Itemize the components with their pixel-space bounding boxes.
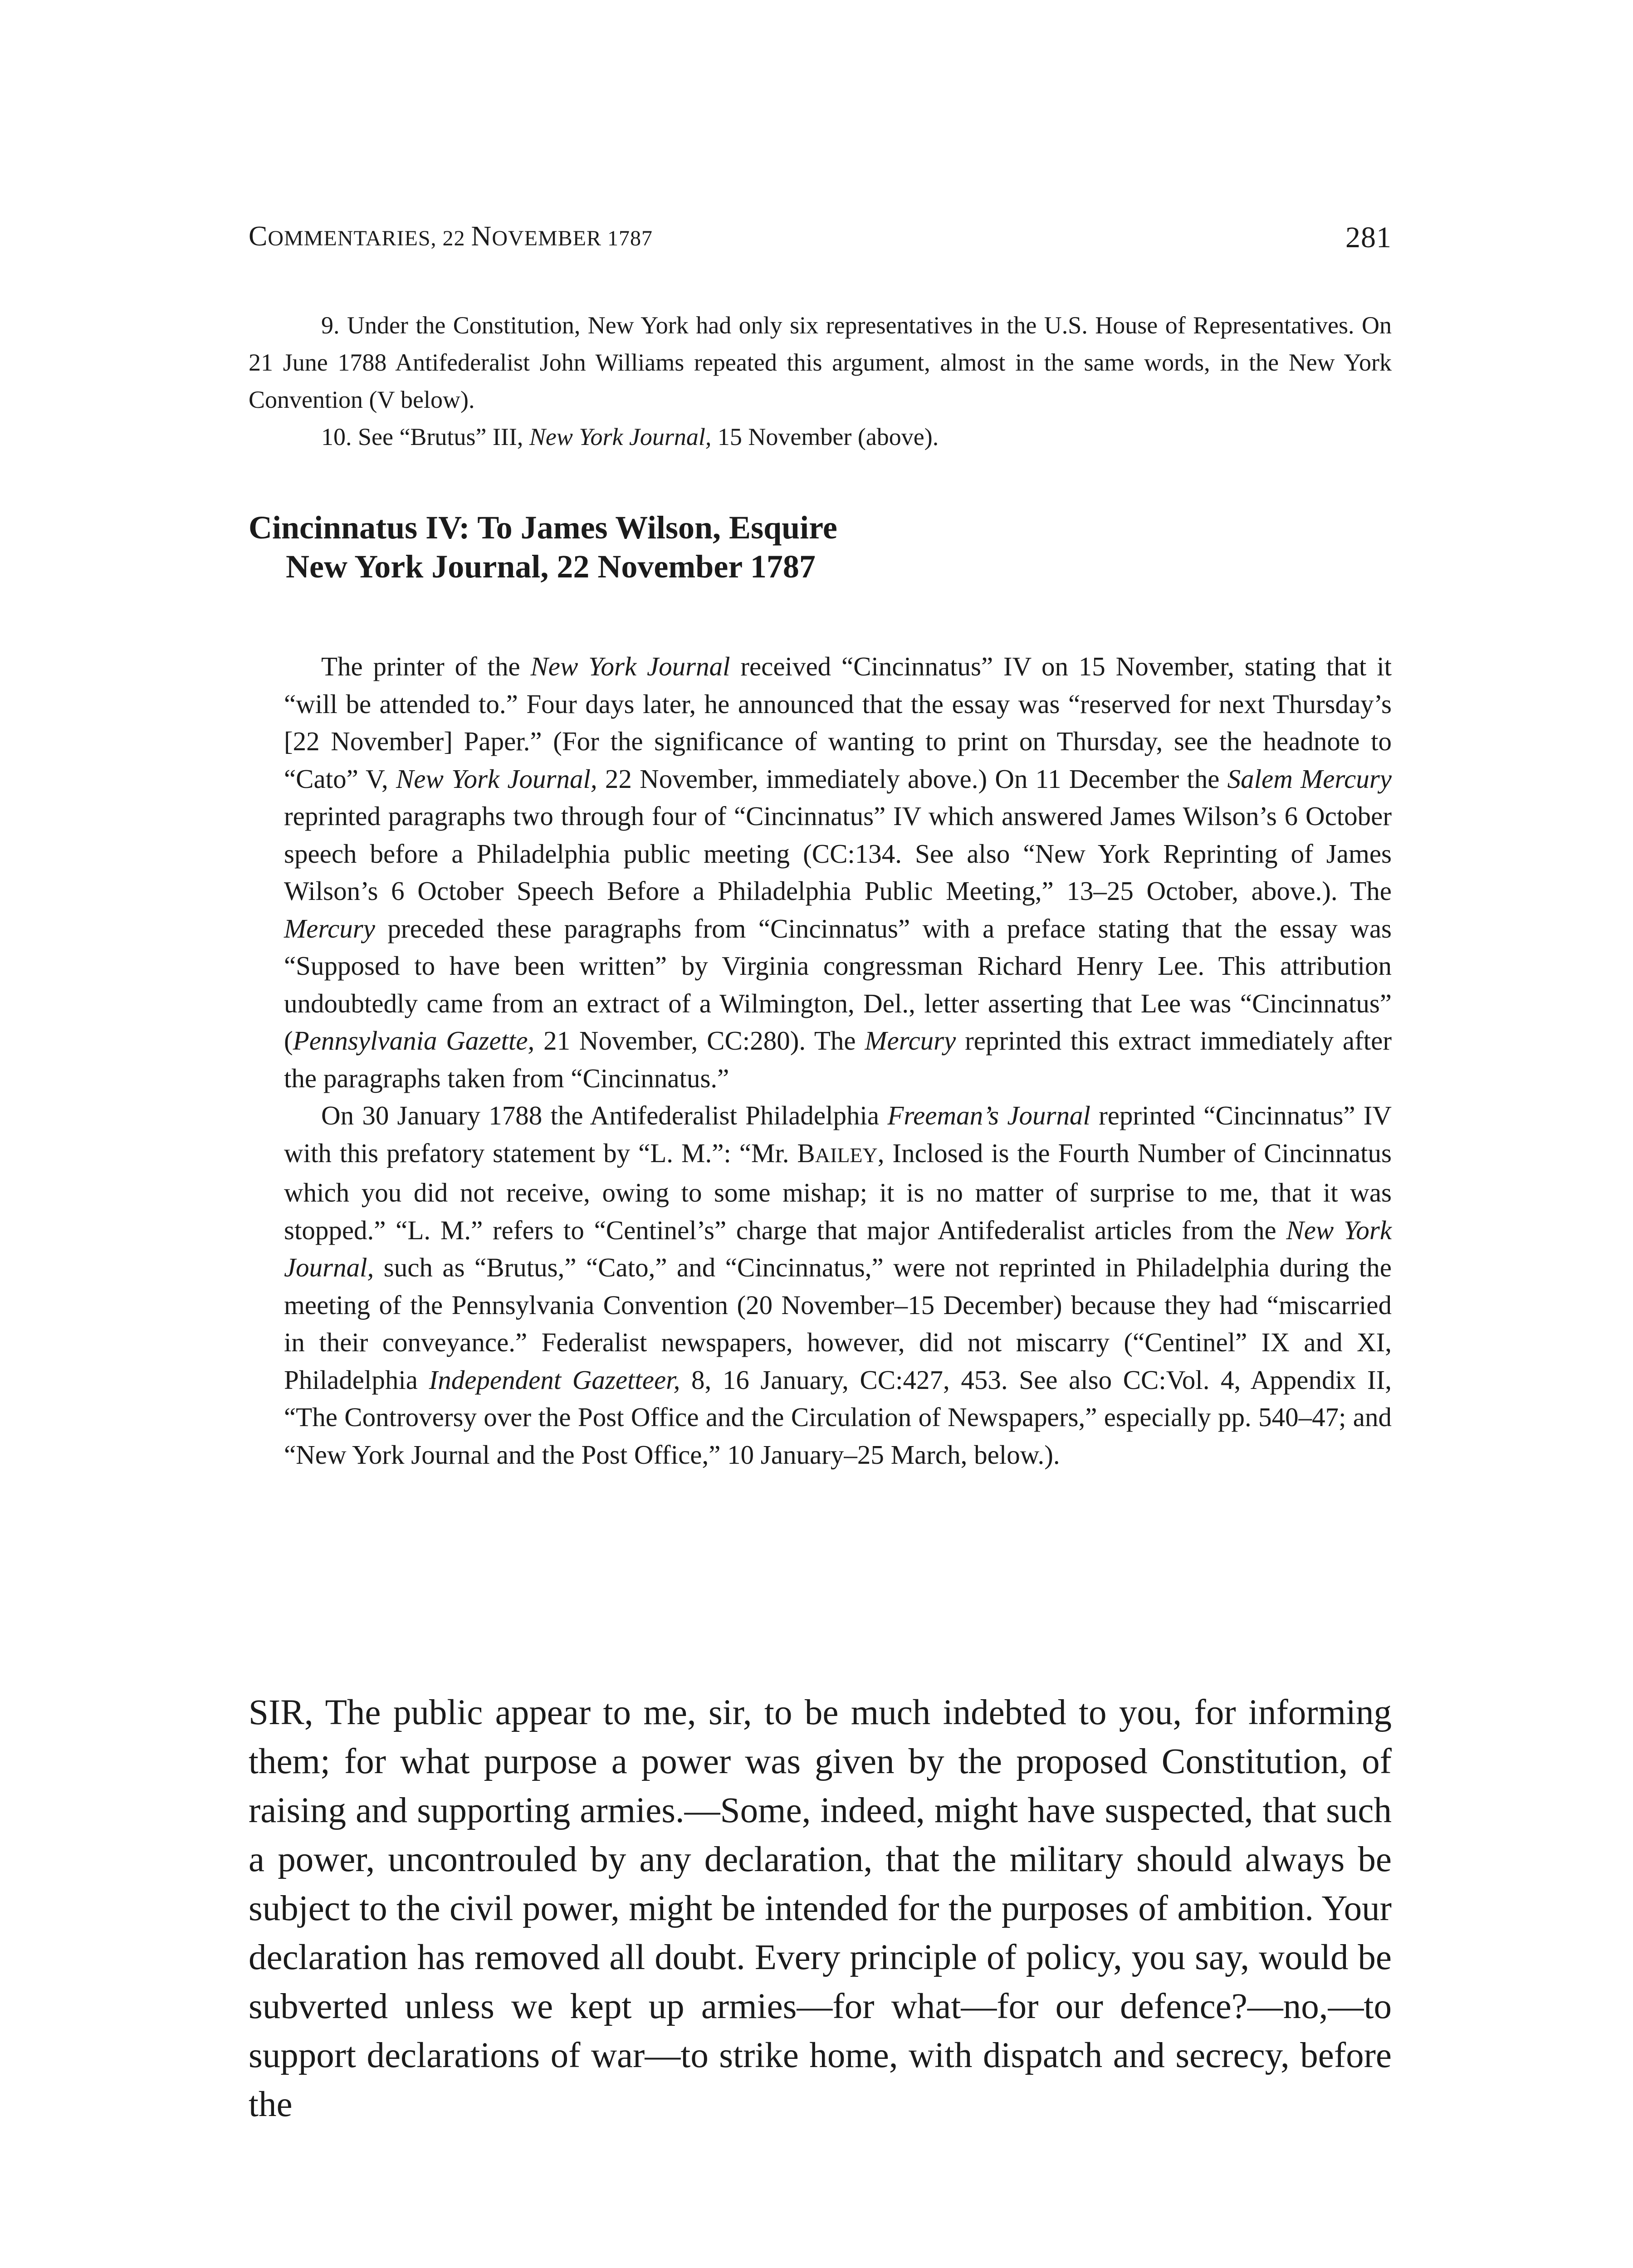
running-head-month-initial: N: [471, 221, 492, 252]
body-paragraph-1: SIR, The public appear to me, sir, to be much indebted to you, for informing them; for what purpose a power was given by the proposed Constitution, of raising and supporting armies.—Some, indeed, might have suspected, that such a power, uncontrouled by any declaration, that the military should always be subject to the civil power, might be intended for the purposes of ambition. Your declaration has removed all doubt. Every principle of policy, you say, would be subverted unless we kept up armies—for what—for our defence?—no,—to support declarations of war—to strike home, with dispatch and secrecy, before the: [249, 1693, 1392, 2124]
footnotes: [249, 307, 1392, 455]
headnote-text: reprinted paragraphs two through four of “Cincinnatus” IV which answered James Wilson’s 6 October speech before a Philadelphia public meeting (CC:134. See also “New York Reprinting of James Wilson’s 6 October Speech Before a Philadelphia Public Meeting,” 13–25 October, above.). The: [284, 801, 1392, 906]
headnote-paragraph-2: [284, 1097, 1392, 1473]
document-title: [249, 508, 1392, 586]
footnote-10: [249, 418, 1392, 455]
headnote-small-caps: AILEY: [815, 1143, 878, 1167]
headnote-text: reprinted this extract immediately after the paragraphs taken from “Cincinnatus.”: [284, 1026, 1392, 1093]
running-head-initial: C: [249, 221, 268, 252]
running-head: [249, 220, 1392, 262]
headnote-italic: Pennsylvania Gazette,: [293, 1026, 535, 1056]
body-text: [249, 1688, 1392, 2129]
headnote-text: 21 November, CC:280). The: [534, 1026, 865, 1056]
running-head-month: OVEMBER 1787: [492, 226, 653, 250]
headnote-text: reprinted “Cincinnatus” IV with this prefatory statement by “L. M.”: “Mr. B: [284, 1100, 1392, 1168]
headnote-text: preceded these paragraphs from “Cincinnatus” with a preface stating that the essay was “Supposed to have been written” by Virginia congressman Richard Henry Lee. This attribution undoubtedly came from an extract of a Wilmington, Del., letter asserting that Lee was “Cincinnatus” (: [284, 913, 1392, 1056]
headnote-text: 22 November, immediately above.) On 11 December the: [597, 763, 1227, 794]
headnote-text: received “Cincinnatus” IV on 15 November, stating that it “will be attended to.” Four days later, he announced that the essay was “reserved for next Thursday’s [22 November] Paper.” (For the significance of wanting to print on Thursday, see the headnote to “Cato” V,: [284, 651, 1392, 794]
headnote-text: On 30 January 1788 the Antifederalist Philadelphia: [321, 1100, 888, 1130]
headnote-italic: New York Journal,: [284, 1215, 1392, 1282]
headnote-italic: Mercury: [865, 1026, 956, 1056]
headnote-italic: Independent Gazetteer,: [429, 1364, 680, 1395]
headnote-text: The printer of the: [321, 651, 531, 681]
footnote-9: 9. Under the Constitution, New York had only six representatives in the U.S. House of Representatives. On 21 June 1788 Antifederalist John Williams repeated this argument, almost in the same words, in the New York Convention (V below).: [249, 312, 1392, 413]
headnote-text: such as “Brutus,” “Cato,” and “Cincinnatus,” were not reprinted in Philadelphia during the meeting of the Pennsylvania Convention (20 November–15 December) because they had “miscarried in their conveyance.” Federalist newspapers, however, did not miscarry (“Centinel” IX and XI, Philadelphia: [284, 1252, 1392, 1395]
footnote-10-italic: New York Journal,: [529, 423, 712, 450]
running-head-word: OMMENTARIES, 22: [268, 226, 471, 250]
page-number: 281: [1345, 221, 1392, 254]
title-line-2: New York Journal, 22 November 1787: [286, 548, 816, 585]
headnote: [284, 648, 1392, 1473]
headnote-italic: Salem Mercury: [1227, 763, 1392, 794]
headnote-italic: Freeman’s Journal: [887, 1100, 1090, 1130]
headnote-paragraph-1: [284, 648, 1392, 1097]
footnote-10-text-end: 15 November (above).: [711, 423, 939, 450]
headnote-text: , Inclosed is the Fourth Number of Cincinnatus which you did not receive, owing to some mishap; it is no matter of surprise to me, that it was stopped.” “L. M.” refers to “Centinel’s” charge that major Antifederalist articles from the: [284, 1138, 1392, 1245]
title-line-1: Cincinnatus IV: To James Wilson, Esquire: [249, 509, 837, 546]
headnote-italic: New York Journal: [530, 651, 730, 681]
headnote-italic: Mercury: [284, 913, 375, 943]
headnote-text: 8, 16 January, CC:427, 453. See also CC:Vol. 4, Appendix II, “The Controversy over the Post Office and the Circulation of Newspapers,” especially pp. 540–47; and “New York Journal and the Post Office,” 10 January–25 March, below.).: [284, 1364, 1392, 1470]
headnote-italic: New York Journal,: [396, 763, 597, 794]
footnote-10-text: 10. See “Brutus” III,: [321, 423, 529, 450]
running-head-title: [249, 220, 653, 253]
